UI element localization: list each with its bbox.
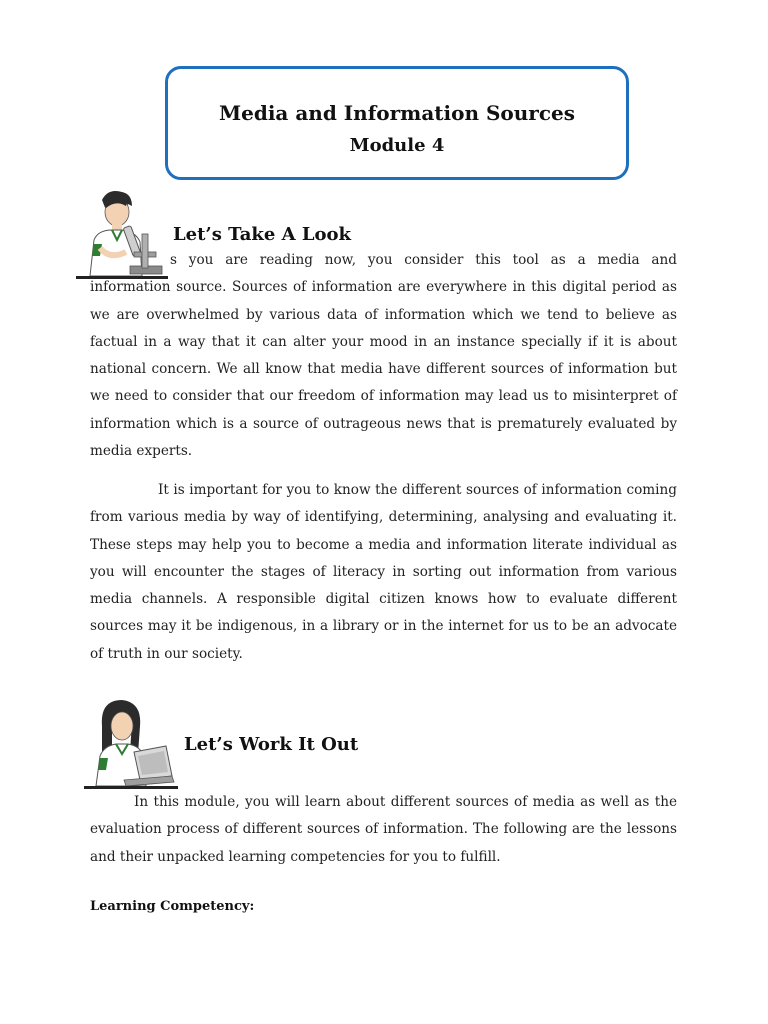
section-heading-take-a-look: Let’s Take A Look bbox=[173, 224, 351, 245]
intro-paragraph-text: information source. Sources of information are everywhere in this digital period as we are overwhelmed by various data of information which we tend to believe as factual in a way that it can alter your mood in an instance specially if it is about national concern. We all know that media have different sources of information but we need to consider that our freedom of information may lead us to misinterpret of information which is a source of outrageous news that is prematurely evaluated by media experts. bbox=[90, 279, 677, 460]
page-title: Media and Information Sources bbox=[218, 101, 575, 125]
title-box bbox=[165, 66, 629, 180]
intro-paragraph bbox=[90, 247, 677, 465]
student-laptop-illustration bbox=[84, 696, 178, 792]
module-overview-paragraph bbox=[90, 789, 677, 871]
importance-paragraph bbox=[90, 477, 677, 668]
section-heading-work-it-out: Let’s Work It Out bbox=[184, 734, 359, 755]
importance-paragraph-text: It is important for you to know the different sources of information coming from various media by way of identifying, determining, analysing and evaluating it. These steps may help you to become a media and information literate individual as you will encounter the stages of literacy in sorting out information from various media channels. A responsible digital citizen knows how to evaluate different sources may it be indigenous, in a library or in the internet for us to be an advocate of truth in our society. bbox=[90, 482, 677, 662]
intro-paragraph-first-line: s you are reading now, you consider this tool as a media and bbox=[170, 252, 677, 268]
module-overview-text: In this module, you will learn about different sources of media as well as the evaluation process of different sources of information. The following are the lessons and their unpacked learning competencies for you to fulfill. bbox=[90, 794, 677, 865]
module-label: Module 4 bbox=[349, 135, 445, 156]
learning-competency-label: Learning Competency: bbox=[90, 899, 255, 914]
